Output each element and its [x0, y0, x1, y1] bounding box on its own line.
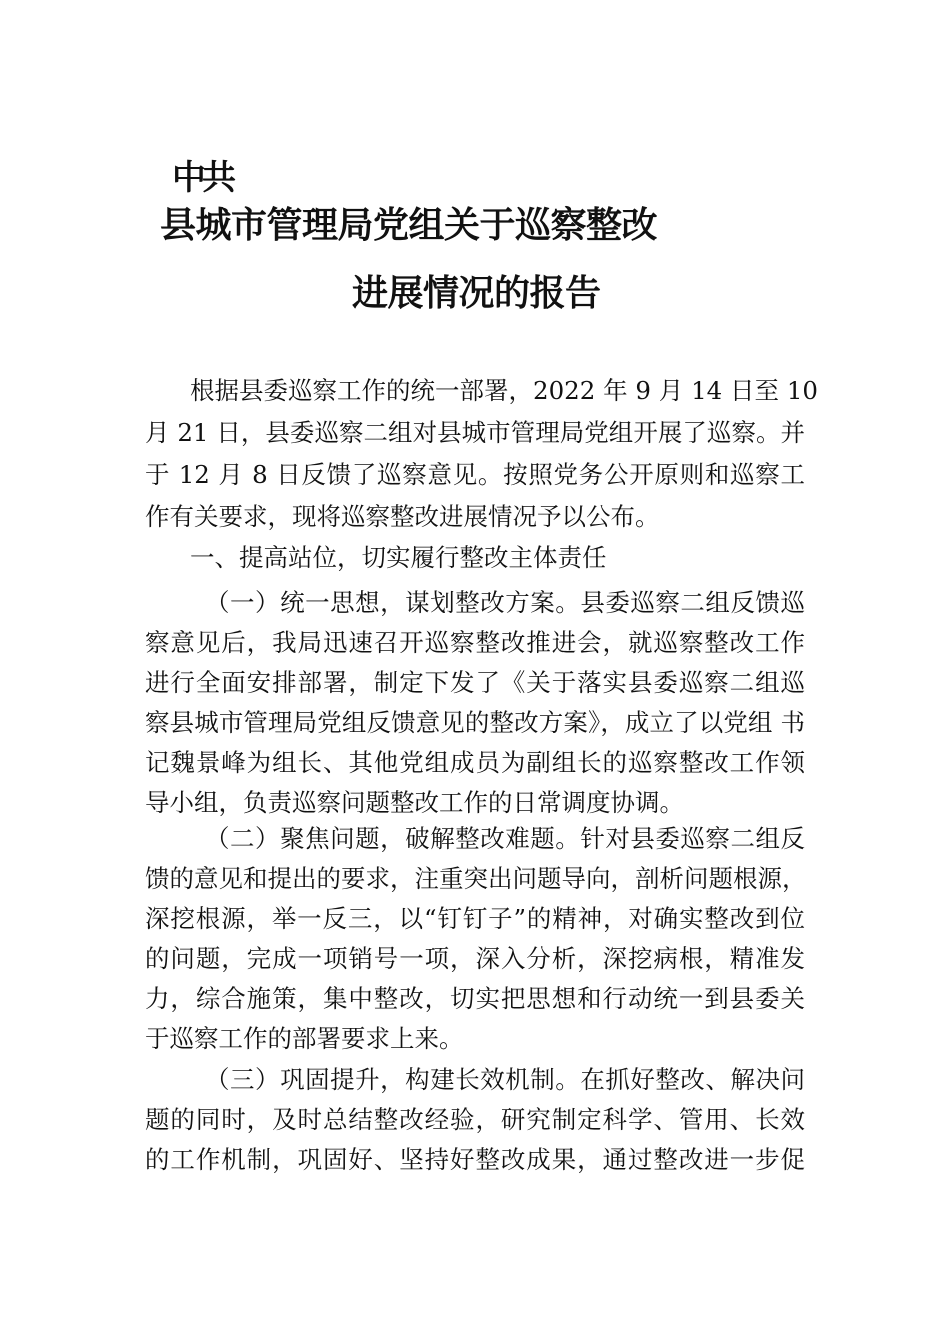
paragraph-line: 深挖根源，举一反三，以“钉钉子”的精神，对确实整改到位: [145, 904, 805, 933]
paragraph-line: （二）聚焦问题，破解整改难题。针对县委巡察二组反: [205, 824, 805, 853]
paragraph-line: 于巡察工作的部署要求上来。: [145, 1024, 464, 1053]
paragraph-line: 题的同时，及时总结整改经验，研究制定科学、管用、长效: [145, 1105, 805, 1134]
paragraph-line: 进行全面安排部署，制定下发了《关于落实县委巡察二组巡: [145, 668, 805, 697]
paragraph-line: 察县城市管理局党组反馈意见的整改方案》，成立了以党组 书: [145, 708, 805, 737]
paragraph-line: 馈的意见和提出的要求，注重突出问题导向，剖析问题根源，: [145, 864, 807, 893]
header-stamp-text: 中共: [172, 158, 232, 198]
paragraph-line: （一）统一思想，谋划整改方案。县委巡察二组反馈巡: [205, 588, 805, 617]
paragraph-line: 力，综合施策，集中整改，切实把思想和行动统一到县委关: [145, 984, 805, 1013]
document-title-line-2: 进展情况的报告: [352, 273, 601, 314]
paragraph-line: 的问题，完成一项销号一项，深入分析，深挖病根，精准发: [145, 944, 805, 973]
paragraph-line: 察意见后，我局迅速召开巡察整改推进会，就巡察整改工作: [145, 628, 805, 657]
paragraph-line: 根据县委巡察工作的统一部署，2022 年 9 月 14 日至 10: [190, 376, 819, 405]
paragraph-line: （三）巩固提升，构建长效机制。在抓好整改、解决问: [205, 1065, 805, 1094]
paragraph-line: 于 12 月 8 日反馈了巡察意见。按照党务公开原则和巡察工: [145, 460, 805, 489]
paragraph-line: 作有关要求，现将巡察整改进展情况予以公布。: [145, 502, 660, 531]
paragraph-line: 的工作机制，巩固好、坚持好整改成果，通过整改进一步促: [145, 1145, 805, 1174]
paragraph-line: 月 21 日，县委巡察二组对县城市管理局党组开展了巡察。并: [145, 418, 805, 447]
paragraph-line: 导小组，负责巡察问题整改工作的日常调度协调。: [145, 788, 684, 817]
paragraph-line: 记魏景峰为组长、其他党组成员为副组长的巡察整改工作领: [145, 748, 805, 777]
section-heading: 一、提高站位，切实履行整改主体责任: [190, 543, 607, 572]
document-title-line-1: 县城市管理局党组关于巡察整改: [160, 205, 658, 246]
